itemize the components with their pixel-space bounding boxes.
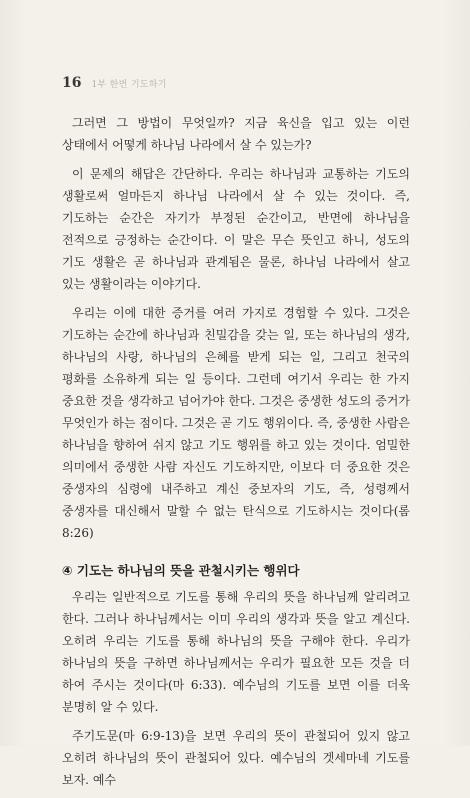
page-number: 16 — [62, 75, 82, 91]
running-title: 1부 한번 기도하기 — [91, 80, 167, 90]
paragraph: 이 문제의 해답은 간단하다. 우리는 하나님과 교통하는 기도의 생활로써 얼마든지 하나님 나라에서 살 수 있는 것이다. 즉, 기도하는 순간은 자기가 부정된 순간이고, 반면에 하나님을 전적으로 긍정하는 순간이다. 이 말은 무슨 뜻인고 하니, 성도의 기도 생활은 곧 하나님과 관계됨은 물론, 하나님 나라에서 살고 있는 생활이라는 이야기다. — [62, 167, 410, 291]
paragraph: 주기도문(마 6:9-13)을 보면 우리의 뜻이 관철되어 있지 않고 오히려 하나님의 뜻이 관철되어 있다. 예수님의 겟세마네 기도를 보자. 예수 — [62, 729, 410, 787]
page-body — [62, 112, 410, 798]
section-heading: ④ 기도는 하나님의 뜻을 관철시키는 행위다 — [62, 563, 300, 578]
paragraph: 우리는 일반적으로 기도를 통해 우리의 뜻을 하나님께 알리려고 한다. 그러나 하나님께서는 이미 우리의 생각과 뜻을 알고 계신다. 오히려 우리는 기도를 통해 하나님의 뜻을 구해야 한다. 우리가 하나님의 뜻을 구하면 하나님께서는 우리가 필요한 모든 것을 더 하여 주시는 것이다(마 6:33). 예수님의 기도를 보면 이를 더욱 분명히 알 수 있다. — [62, 590, 410, 714]
page-header — [62, 75, 167, 91]
paragraph: 그러면 그 방법이 무엇일까? 지금 육신을 입고 있는 이런 상태에서 어떻게 하나님 나라에서 살 수 있는가? — [62, 116, 410, 152]
paragraph: 우리는 이에 대한 증거를 여러 가지로 경험할 수 있다. 그것은 기도하는 순간에 하나님과 친밀감을 갖는 일, 또는 하나님의 생각, 하나님의 사랑, 하나님의 은혜를 받게 되는 일, 그리고 천국의 평화를 소유하게 되는 일 등이다. 그런데 여기서 우리는 한 가지 중요한 것을 생각하고 넘어가야 한다. 그것은 중생한 성도의 증거가 무엇인가 하는 점이다. 그것은 곧 기도 행위이다. 즉, 중생한 사람은 하나님을 향하여 쉬지 않고 기도 행위를 하고 있는 것이다. 엄밀한 의미에서 중생한 사람 자신도 기도하지만, 이보다 더 중요한 것은 중생자의 심령에 내주하고 계신 중보자의 기도, 즉, 성령께서 중생자를 대신해서 말할 수 없는 탄식으로 기도하시는 것이다(롬 8:26) — [62, 306, 410, 540]
